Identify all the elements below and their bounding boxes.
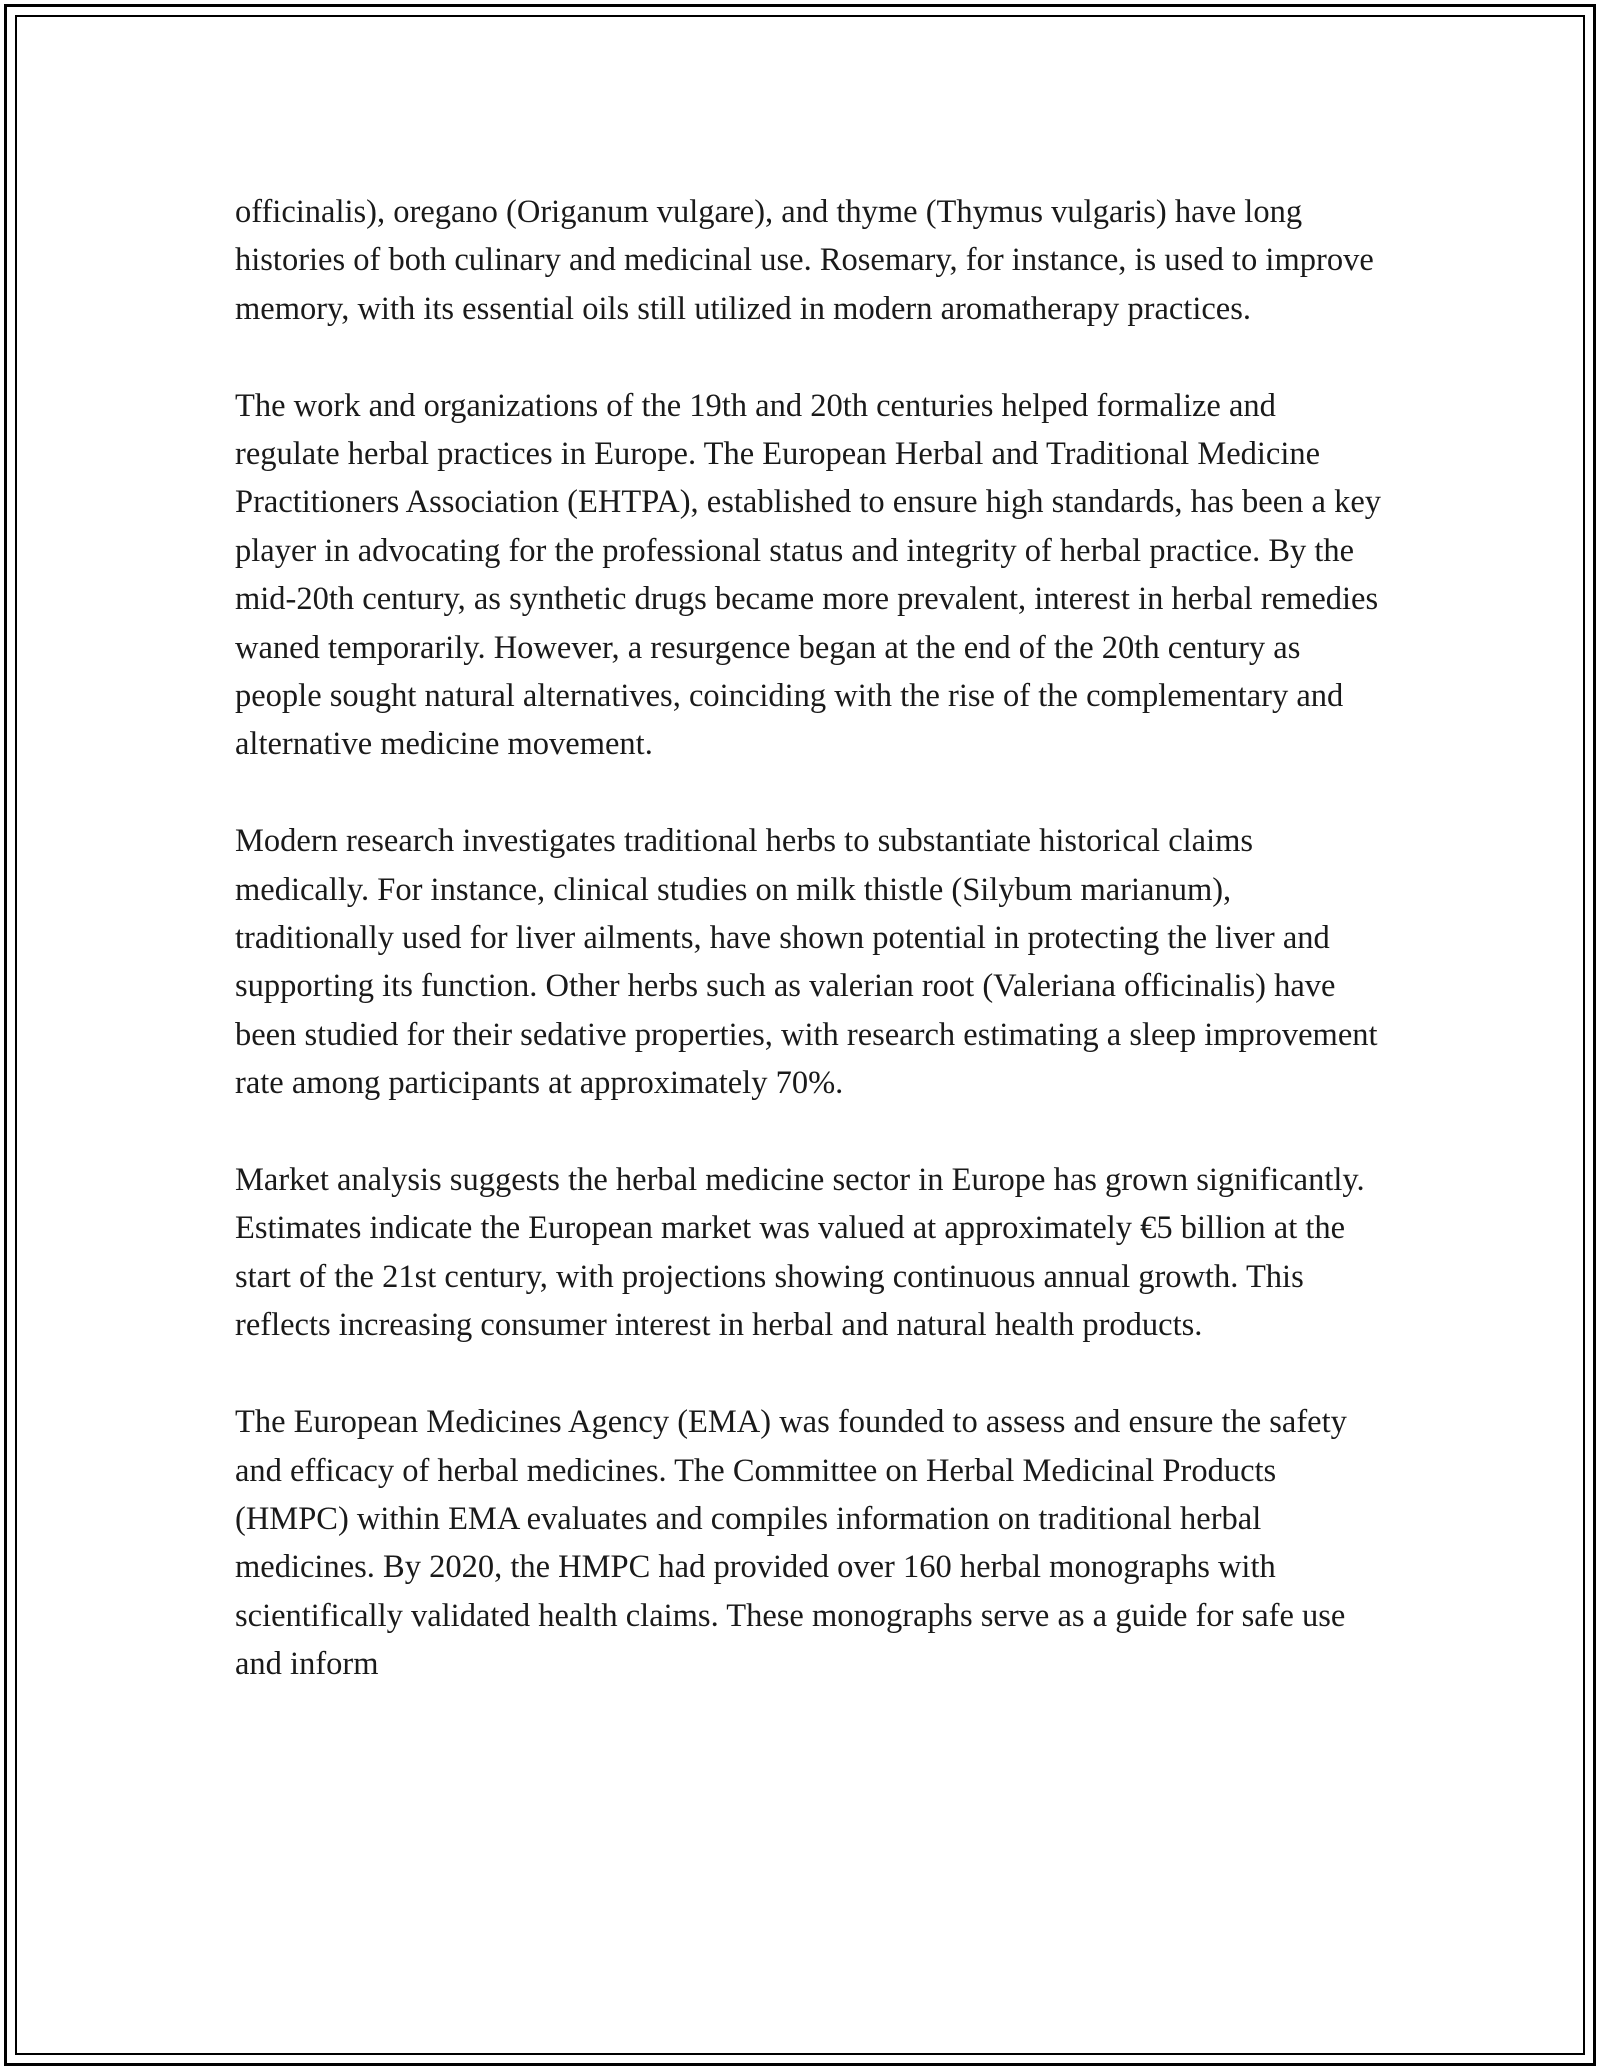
paragraph-culinary-herbs: officinalis), oregano (Origanum vulgare), and thyme (Thymus vulgaris) have long histories of both culinary and medicinal use. Rosemary, for instance, is used to improve memory, with its essential oils still utilized in modern aromatherapy practices. bbox=[235, 194, 1374, 327]
paragraph-regulation-history: The work and organizations of the 19th and 20th centuries helped formalize and regulate herbal practices in Europe. The European Herbal and Traditional Medicine Practitioners Association (EHTPA), established to ensure high standards, has been a key player in advocating for the professional status and integrity of herbal practice. By the mid-20th century, as synthetic drugs became more prevalent, interest in herbal remedies waned temporarily. However, a resurgence began at the end of the 20th century as people sought natural alternatives, coinciding with the rise of the complementary and alternative medicine movement. bbox=[235, 387, 1381, 763]
paragraph-modern-research: Modern research investigates traditional herbs to substantiate historical claims medically. For instance, clinical studies on milk thistle (Silybum marianum), traditionally used for liver ailments, have shown potential in protecting the liver and supporting its function. Other herbs such as valerian root (Valeriana officinalis) have been studied for their sedative properties, with research estimating a sleep improvement rate among participants at approximately 70%. bbox=[235, 823, 1378, 1102]
paragraph-market-analysis: Market analysis suggests the herbal medicine sector in Europe has grown significantly. Estimates indicate the European market was valued at approximately €5 billion at the start of the 21st century, with projections showing continuous annual growth. This reflects increasing consumer interest in herbal and natural health products. bbox=[235, 1162, 1365, 1344]
paragraph-ema-hmpc: The European Medicines Agency (EMA) was founded to assess and ensure the safety and efficacy of herbal medicines. The Committee on Herbal Medicinal Products (HMPC) within EMA evaluates and compiles information on traditional herbal medicines. By 2020, the HMPC had provided over 160 herbal monographs with scientifically validated health claims. These monographs serve as a guide for safe use and inform bbox=[235, 1404, 1347, 1683]
document-body bbox=[235, 188, 1385, 1689]
